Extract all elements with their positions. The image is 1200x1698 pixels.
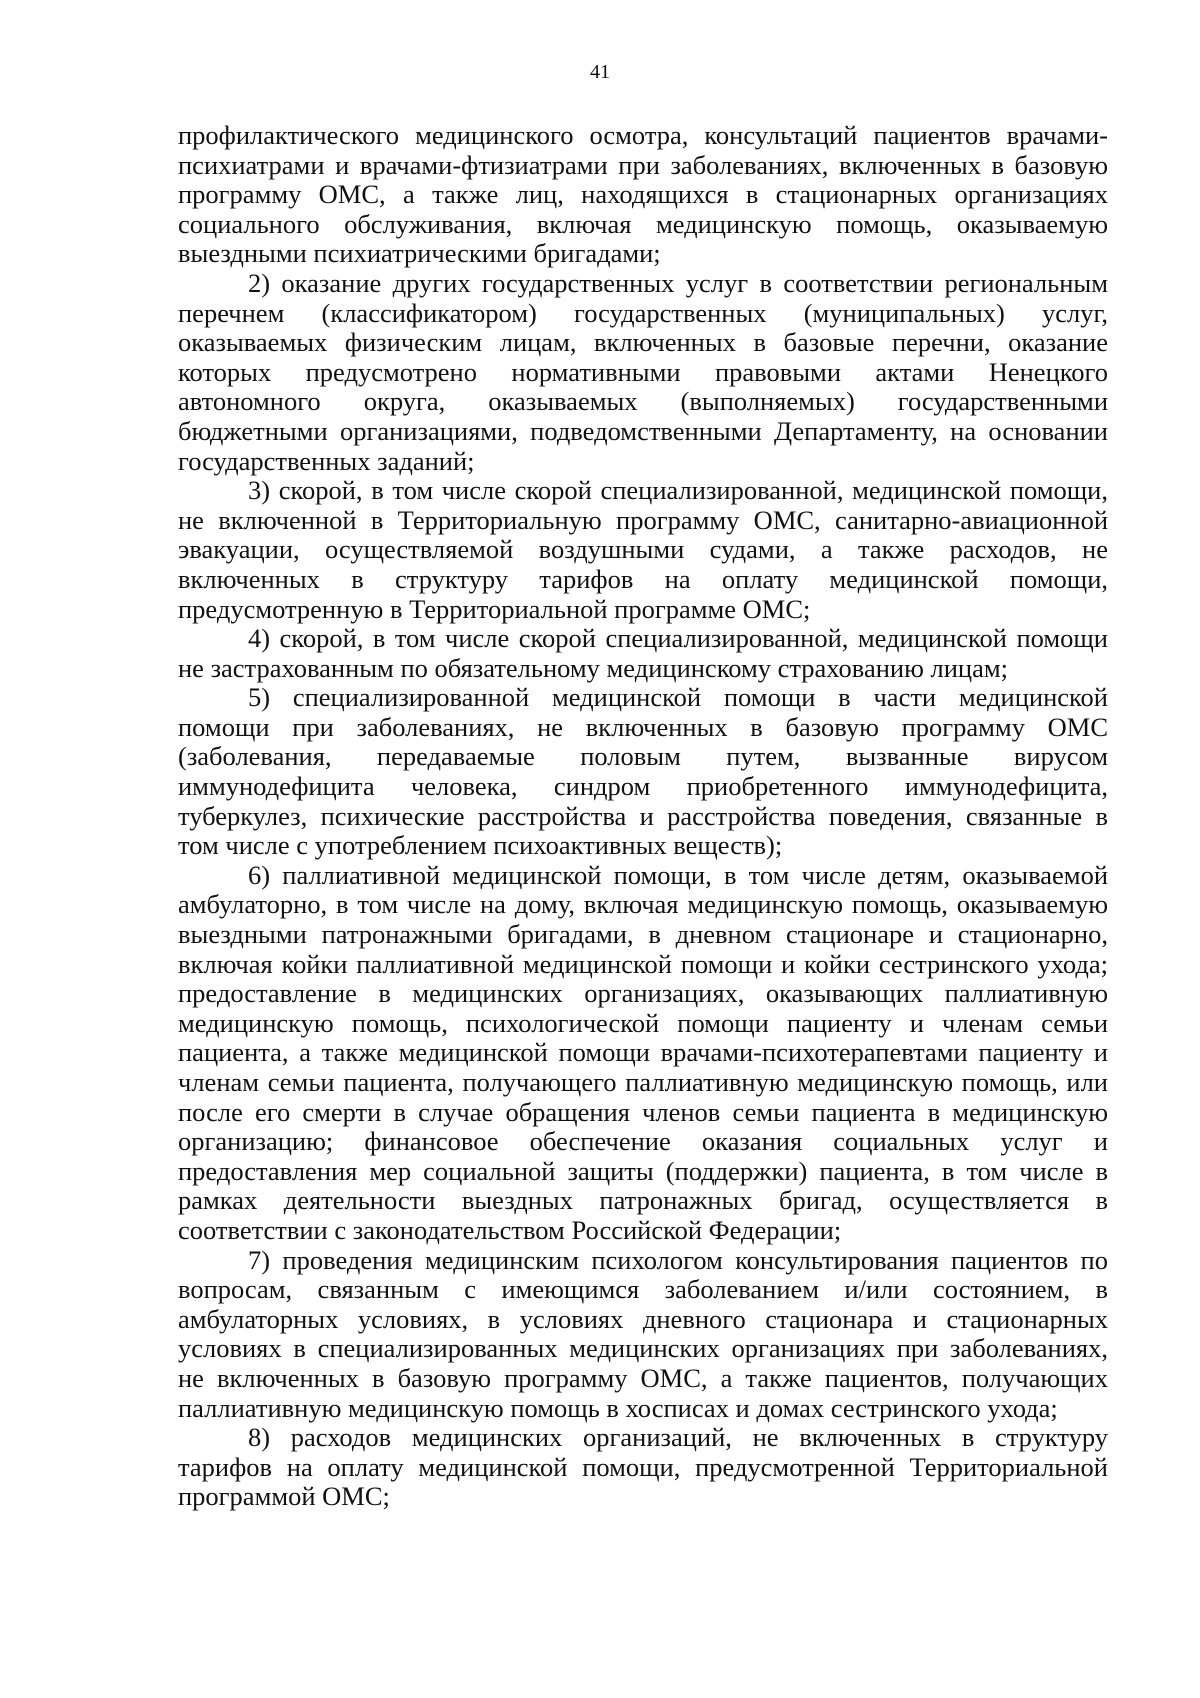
paragraph-item-4: 4) скорой, в том числе скорой специализированной, медицинской помощи не застрахованным по обязательному медицинскому страхованию лицам;	[178, 623, 1108, 683]
page-number: 41	[590, 61, 610, 83]
paragraph-item-5: 5) специализированной медицинской помощи в части медицинской помощи при заболеваниях, не включенных в базовую программу ОМС (заболевания, передаваемые половым путем, вызванные вирусом иммунодефицита человека, синдром приобретенного иммунодефицита, туберкулез, психические расстройства и расстройства поведения, связанные в том числе с употреблением психоактивных веществ);	[178, 682, 1108, 861]
paragraph-continuation: профилактического медицинского осмотра, консультаций пациентов врачами-психиатрами и врачами-фтизиатрами при заболеваниях, включенных в базовую программу ОМС, а также лиц, находящихся в стационарных организациях социального обслуживания, включая медицинскую помощь, оказываемую выездными психиатрическими бригадами;	[178, 120, 1108, 269]
paragraph-item-3: 3) скорой, в том числе скорой специализированной, медицинской помощи, не включенной в Территориальную программу ОМС, санитарно-авиационной эвакуации, осуществляемой воздушными судами, а также расходов, не включенных в структуру тарифов на оплату медицинской помощи, предусмотренную в Территориальной программе ОМС;	[178, 475, 1108, 624]
document-body	[178, 121, 1108, 1512]
paragraph-item-8: 8) расходов медицинских организаций, не включенных в структуру тарифов на оплату медицинской помощи, предусмотренной Территориальной программой ОМС;	[178, 1422, 1108, 1512]
paragraph-item-6: 6) паллиативной медицинской помощи, в том числе детям, оказываемой амбулаторно, в том числе на дому, включая медицинскую помощь, оказываемую выездными патронажными бригадами, в дневном стационаре и стационарно, включая койки паллиативной медицинской помощи и койки сестринского ухода; предоставление в медицинских организациях, оказывающих паллиативную медицинскую помощь, психологической помощи пациенту и членам семьи пациента, а также медицинской помощи врачами-психотерапевтами пациенту и членам семьи пациента, получающего паллиативную медицинскую помощь, или после его смерти в случае обращения членов семьи пациента в медицинскую организацию; финансовое обеспечение оказания социальных услуг и предоставления мер социальной защиты (поддержки) пациента, в том числе в рамках деятельности выездных патронажных бригад, осуществляется в соответствии с законодательством Российской Федерации;	[178, 859, 1108, 1245]
paragraph-item-7: 7) проведения медицинским психологом консультирования пациентов по вопросам, связанным с имеющимся заболеванием и/или состоянием, в амбулаторных условиях, в условиях дневного стационара и стационарных условиях в специализированных медицинских организациях при заболеваниях, не включенных в базовую программу ОМС, а также пациентов, получающих паллиативную медицинскую помощь в хосписах и домах сестринского ухода;	[178, 1244, 1108, 1423]
paragraph-item-2: 2) оказание других государственных услуг в соответствии региональным перечнем (классификатором) государственных (муниципальных) услуг, оказываемых физическим лицам, включенных в базовые перечни, оказание которых предусмотрено нормативными правовыми актами Ненецкого автономного округа, оказываемых (выполняемых) государственными бюджетными организациями, подведомственными Департаменту, на основании государственных заданий;	[178, 267, 1108, 476]
